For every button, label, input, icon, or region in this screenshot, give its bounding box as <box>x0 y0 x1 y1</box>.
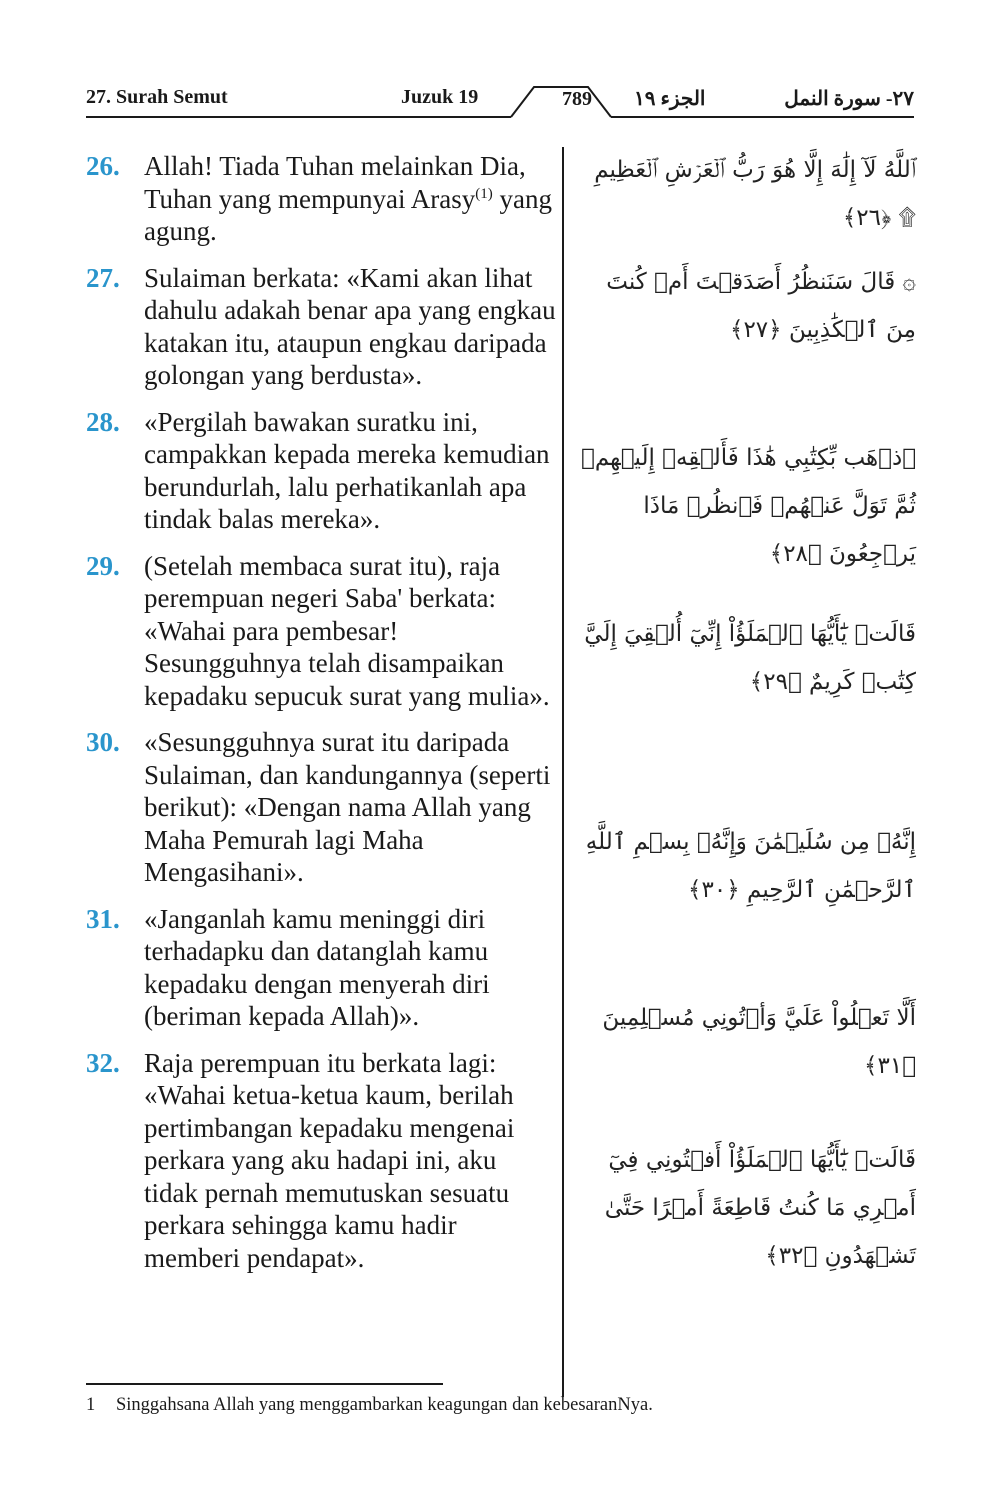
verse-28 <box>86 406 556 536</box>
footnote <box>86 1395 653 1416</box>
page-header <box>86 84 914 118</box>
verse-30 <box>86 726 556 889</box>
verse-number: 26. <box>86 151 120 181</box>
verse-text: «Janganlah kamu meninggi diri terhadapku dan datanglah kamu kepadaku dengan menyerah diri (beriman kepada Allah)». <box>144 903 490 1031</box>
verse-number: 27. <box>86 262 120 293</box>
footnote-text: Singgahsana Allah yang menggambarkan keagungan dan kebesaranNya. <box>116 1395 653 1415</box>
verse-number: 28. <box>86 406 120 437</box>
verse-26 <box>86 150 556 248</box>
arabic-verse-28: ٱذۡهَب بِّكِتَٰبِي هَٰذَا فَأَلۡقِهۡ إِلَيۡهِمۡ ثُمَّ تَوَلَّ عَنۡهُمۡ فَٱنظُرۡ مَاذَا يَرۡجِعُونَ ﴿٢٨﴾ <box>581 445 916 567</box>
arabic-verse-32: قَالَتۡ يَٰٓأَيُّهَا ٱلۡمَلَؤُاْ أَفۡتُونِي فِيٓ أَمۡرِي مَا كُنتُ قَاطِعَةً أَمۡرًا حَتَّىٰ تَشۡهَدُونِ ﴿٣٢﴾ <box>604 1147 916 1269</box>
verse-32 <box>86 1047 556 1275</box>
arabic-verse-27: ۞ قَالَ سَنَنظُرُ أَصَدَقۡتَ أَمۡ كُنتَ مِنَ ٱلۡكَٰذِبِينَ ﴿٢٧﴾ <box>606 269 916 343</box>
verse-27 <box>86 262 556 392</box>
verse-29 <box>86 550 556 713</box>
verse-text: «Sesungguhnya surat itu daripada Sulaiman, dan kandungannya (seperti berikut): «Dengan nama Allah yang Maha Pemurah lagi Maha Mengasihani». <box>144 727 551 887</box>
footnote-number: 1 <box>86 1395 96 1415</box>
juz-label: Juzuk 19 <box>401 86 479 108</box>
juz-label-arabic: الجزء ١٩ <box>634 88 706 110</box>
verse-31 <box>86 903 556 1033</box>
translation-column <box>86 150 556 1288</box>
arabic-verse-30: إِنَّهُۥ مِن سُلَيۡمَٰنَ وَإِنَّهُۥ بِسۡمِ ٱللَّهِ ٱلرَّحۡمَٰنِ ٱلرَّحِيمِ ﴿٣٠﴾ <box>585 829 916 903</box>
verse-text: Allah! Tiada Tuhan melainkan Dia, Tuhan yang mempunyai Arasy$^{(1)}$ yang agung. <box>144 151 552 246</box>
arabic-verse-31: أَلَّا تَعۡلُواْ عَلَيَّ وَأۡتُونِي مُسۡلِمِينَ ﴿٣١﴾ <box>602 1005 916 1079</box>
verse-number: 31. <box>86 903 120 934</box>
page-number: 789 <box>562 88 592 110</box>
arabic-verse-26: ٱللَّهُ لَآ إِلَٰهَ إِلَّا هُوَ رَبُّ ٱلۡعَرۡشِ ٱلۡعَظِيمِ ۩ ﴿٢٦﴾ <box>594 157 916 231</box>
arabic-verse-29: قَالَتۡ يَٰٓأَيُّهَا ٱلۡمَلَؤُاْ إِنِّيٓ أُلۡقِيَ إِلَيَّ كِتَٰبٞ كَرِيمٌ ﴿٢٩﴾ <box>584 621 916 695</box>
footnote-marker: (1) <box>475 185 493 202</box>
surah-title-arabic: ٢٧- سورة النمل <box>784 88 914 110</box>
verse-number: 32. <box>86 1047 120 1078</box>
footnote-rule <box>86 1383 443 1385</box>
column-divider <box>562 147 564 1397</box>
verse-text: Raja perempuan itu berkata lagi: «Wahai ketua-ketua kaum, berilah pertimbangan kepadaku mengenai perkara yang aku hadapi ini, aku tidak pernah memutuskan sesuatu perkara sehingga kamu hadir memberi pendapat». <box>144 1047 515 1273</box>
surah-title: 27. Surah Semut <box>86 86 228 108</box>
verse-number: 29. <box>86 550 120 581</box>
verse-number: 30. <box>86 727 120 757</box>
verse-text: «Pergilah bawakan suratku ini, campakkan kepada mereka kemudian berundurlah, lalu perhatikanlah apa tindak balas mereka». <box>144 406 550 534</box>
verse-text: Sulaiman berkata: «Kami akan lihat dahulu adakah benar apa yang engkau katakan itu, ataupun engkau daripada golongan yang berdusta». <box>144 262 556 390</box>
verse-text: (Setelah membaca surat itu), raja perempuan negeri Saba' berkata: «Wahai para pembesar! Sesungguhnya telah disampaikan kepadaku sepucuk surat yang mulia». <box>144 550 550 711</box>
